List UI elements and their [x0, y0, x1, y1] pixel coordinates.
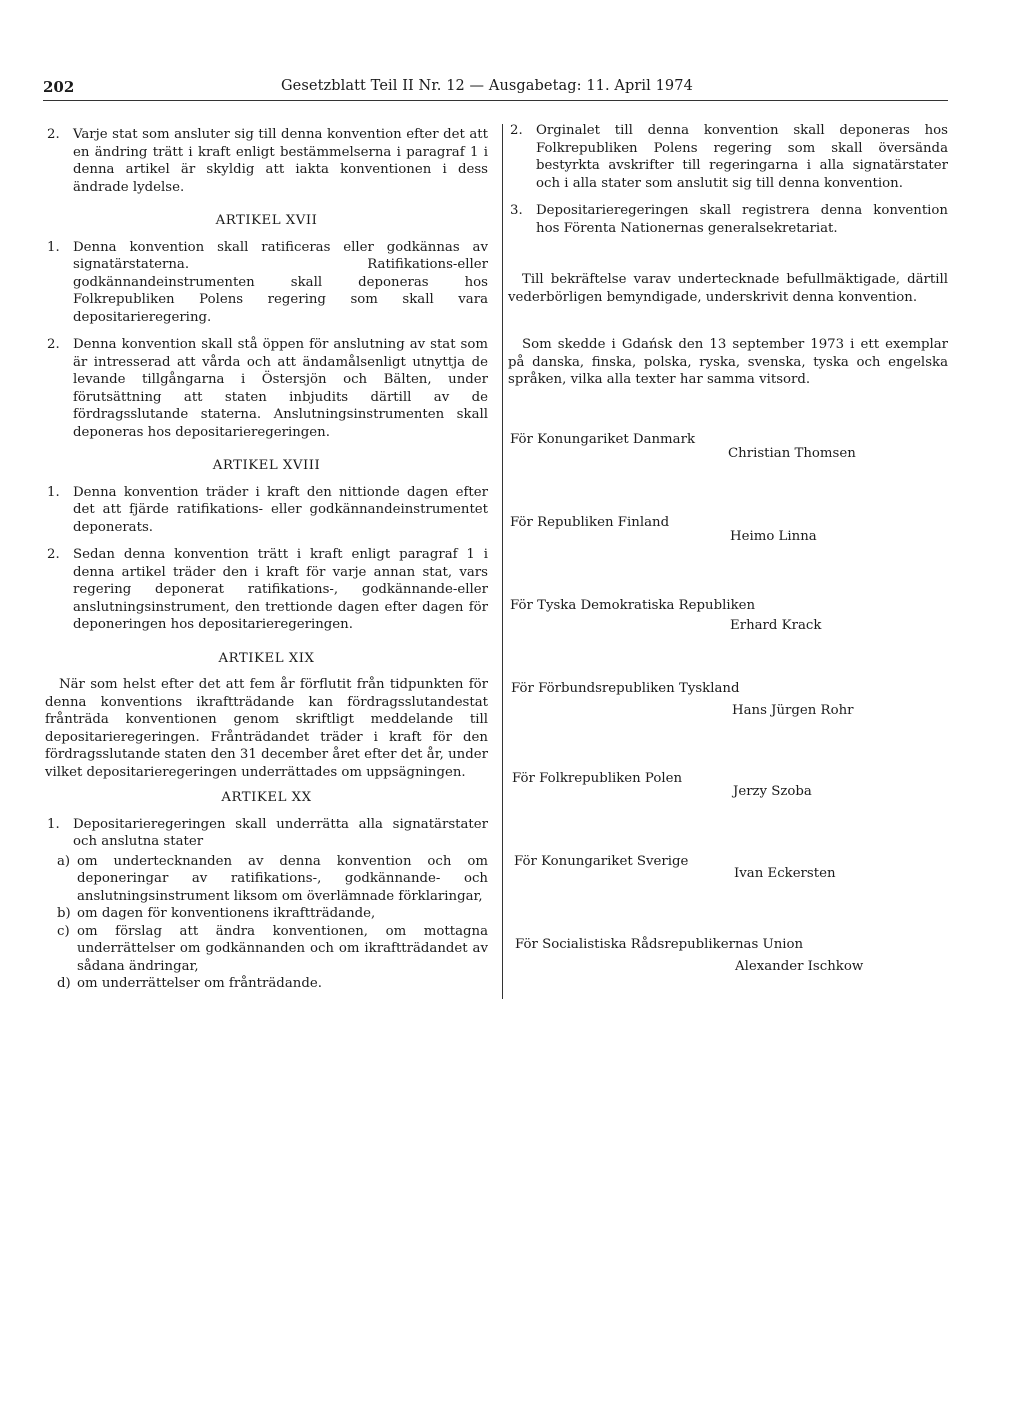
paragraph-number: 2.: [47, 547, 60, 562]
paragraph-text: Denna konvention skall stå öppen för anslutning av stat som är intresserad att vårda och att ändamålsenligt utnyttja de levande tillgångarna i Östersjön och Bälten, under förutsättning att staten inbjudits därtill av de fördragsslutande staterna. Anslutningsinstrumenten skall deponeras hos depositarieregeringen.: [73, 337, 488, 440]
paragraph-number: 3.: [510, 203, 523, 218]
item-letter: a): [57, 853, 71, 869]
paragraph-number: 1.: [47, 239, 60, 255]
paragraph-number: 2.: [47, 127, 60, 142]
paragraph-number: 1.: [47, 484, 60, 500]
sublist-item-d: [51, 975, 488, 993]
signature-block: [508, 597, 948, 680]
signatory-country: För Tyska Demokratiska Republiken: [510, 597, 756, 613]
signatory-country: För Republiken Finland: [510, 514, 670, 530]
item-text: om undertecknanden av denna konvention och om deponeringar av ratifikations-, godkännande- och anslutningsinstrument liksom om överlämnade förklaringar,: [77, 853, 488, 904]
item-letter: d): [57, 976, 71, 991]
item-text: om förslag att ändra konventionen, om mottagna underrättelser om godkännanden och om ikraftträdandet av sådana ändringar,: [77, 923, 488, 974]
article-18-paragraph-1: [45, 484, 488, 537]
paragraph-number: 2.: [510, 123, 523, 138]
article-16-paragraph-2: [45, 126, 488, 196]
signature-block: [508, 936, 948, 1019]
signatory-country: För Förbundsrepubliken Tyskland: [511, 680, 740, 696]
header-title: Gesetzblatt Teil II Nr. 12 — Ausgabetag: 11. April 1974: [281, 78, 693, 94]
article-20-heading: ARTIKEL XX: [221, 790, 312, 805]
signatory-name: Hans Jürgen Rohr: [732, 702, 854, 718]
sublist-item-b: [51, 905, 488, 923]
sublist-item-a: [51, 853, 488, 906]
left-column: [45, 126, 488, 993]
paragraph-text: Denna konvention skall ratificeras eller godkännas av signatärstaterna. Ratifikations-eller godkännandeinstrumenten skall deponeras hos Folkrepubliken Polens regering som skall vara depositarieregering.: [73, 239, 488, 325]
paragraph-number: 2.: [47, 337, 60, 352]
item-letter: c): [57, 923, 70, 939]
paragraph-text: Denna konvention träder i kraft den nittionde dagen efter det att fjärde ratifikations- eller godkännandeinstrumentet deponerats.: [73, 484, 488, 535]
signature-block: [508, 431, 948, 514]
signatory-country: För Socialistiska Rådsrepublikernas Union: [515, 936, 804, 952]
signatory-name: Erhard Krack: [730, 617, 822, 633]
paragraph-number: 1.: [47, 816, 60, 832]
signature-block: [508, 853, 948, 936]
article-19-text: När som helst efter det att fem år förflutit från tidpunkten för denna konventions ikraftträdande kan fördragsslutandestat frånträda konventionen genom skriftligt meddelande till depositarieregeringen. Frånträdandet träder i kraft för den fördragsslutande staten den 31 december året efter det år, under vilket depositarieregeringen underrättades om uppsägningen.: [45, 677, 488, 780]
signature-list: [508, 431, 948, 1019]
signatory-name: Ivan Eckersten: [734, 865, 836, 881]
page-number: 202: [43, 78, 75, 96]
signature-block: [508, 770, 948, 853]
item-text: om dagen för konventionens ikraftträdande,: [77, 906, 376, 921]
article-19-heading: ARTIKEL XIX: [218, 650, 315, 666]
sublist-item-c: [51, 923, 488, 976]
signatory-country: För Konungariket Sverige: [514, 853, 689, 869]
article-20-paragraph-3: [508, 202, 948, 237]
article-18-paragraph-2: [45, 546, 488, 634]
item-letter: b): [57, 906, 71, 921]
column-divider: [502, 124, 503, 999]
signatory-name: Jerzy Szoba: [733, 783, 812, 799]
header-rule: [43, 100, 948, 101]
article-17-paragraph-1: [45, 239, 488, 327]
article-20-paragraph-1: [45, 816, 488, 851]
signatory-name: Christian Thomsen: [728, 445, 856, 461]
closing-confirmation: Till bekräftelse varav undertecknade befullmäktigade, därtill vederbörligen bemyndigade, underskrivit denna konvention.: [508, 272, 948, 305]
signatory-name: Alexander Ischkow: [735, 958, 864, 974]
signature-block: [508, 680, 948, 770]
paragraph-text: Orginalet till denna konvention skall deponeras hos Folkrepubliken Polens regering som skall översända bestyrkta avskrifter till regeringarna i alla signatärstater och i alla stater som anslutit sig till denna konvention.: [536, 123, 948, 191]
article-17-paragraph-2: [45, 336, 488, 441]
article-17-heading: ARTIKEL XVII: [215, 213, 318, 228]
article-18-heading: ARTIKEL XVIII: [212, 458, 321, 473]
paragraph-text: Depositarieregeringen skall underrätta alla signatärstater och anslutna stater: [73, 816, 488, 849]
closing-done-at: Som skedde i Gdańsk den 13 september 1973 i ett exemplar på danska, finska, polska, ryska, svenska, tyska och engelska språken, vilka alla texter har samma vitsord.: [508, 337, 948, 387]
article-20-paragraph-2: [508, 122, 948, 192]
signatory-country: För Konungariket Danmark: [510, 431, 696, 447]
item-text: om underrättelser om frånträdande.: [77, 976, 322, 991]
page-header: [43, 78, 943, 102]
signatory-name: Heimo Linna: [730, 528, 817, 544]
paragraph-text: Depositarieregeringen skall registrera denna konvention hos Förenta Nationernas generalsekretariat.: [536, 203, 948, 236]
signature-block: [508, 514, 948, 597]
signatory-country: För Folkrepubliken Polen: [512, 770, 683, 786]
paragraph-text: Varje stat som ansluter sig till denna konvention efter det att en ändring trätt i kraft enligt bestämmelserna i paragraf 1 i denna artikel är skyldig att iakta konventionen i dess ändrade lydelse.: [73, 127, 488, 195]
paragraph-text: Sedan denna konvention trätt i kraft enligt paragraf 1 i denna artikel träder den i kraft för varje annan stat, vars regering deponerat ratifikations-, godkännande-eller anslutningsinstrument, den trettionde dagen efter dagen för deponeringen hos depositarieregeringen.: [73, 547, 488, 632]
article-20-sublist: [51, 853, 488, 993]
right-column: [508, 122, 948, 1019]
